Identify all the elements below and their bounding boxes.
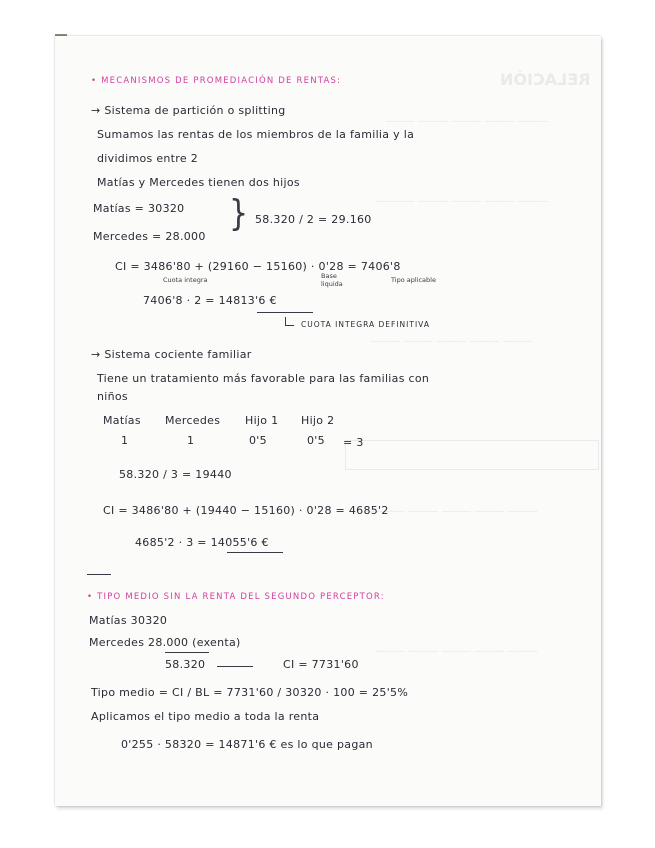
split-calculation: 58.320 / 2 = 29.160 [255, 213, 372, 226]
text-line: dividimos entre 2 [97, 152, 199, 165]
section-heading: • TIPO MEDIO SIN LA RENTA DEL SEGUNDO PERCEPTOR: [87, 592, 385, 602]
result-times-three: 4685'2 · 3 = 14055'6 € [135, 536, 269, 549]
income-mercedes: Mercedes = 28.000 [93, 230, 206, 243]
weights-sum: = 3 [343, 436, 364, 449]
text-line: Aplicamos el tipo medio a toda la renta [91, 710, 320, 723]
subheading: → Sistema cociente familiar [91, 348, 252, 361]
text-line: Tiene un tratamiento más favorable para las familias con [97, 372, 430, 385]
income-matias: Matías = 30320 [93, 202, 185, 215]
show-through-text: ——— ——— ——— ——— ———— [365, 506, 538, 517]
tipo-medio-formula: Tipo medio = CI / BL = 7731'60 / 30320 · 100 = 25'5% [91, 686, 409, 699]
member-name: Mercedes [165, 414, 221, 427]
ci-value: CI = 7731'60 [283, 658, 359, 671]
member-weight: 0'5 [307, 434, 325, 447]
result-underline [257, 312, 313, 313]
curly-brace: } [229, 192, 249, 235]
member-name: Hijo 1 [245, 414, 279, 427]
cuota-definitiva-label: CUOTA INTEGRA DEFINITIVA [301, 320, 430, 329]
arrow-hook [285, 317, 294, 326]
division-calculation: 58.320 / 3 = 19440 [119, 468, 232, 481]
final-result: 0'255 · 58320 = 14871'6 € es lo que pagan [121, 738, 373, 751]
member-name: Matías [103, 414, 141, 427]
show-through-text: ——— ——— ——— ——— ———— [375, 196, 548, 207]
show-through-text: ——— ——— ——— ——— ——— [385, 116, 548, 127]
text-line: Sumamos las rentas de los miembros de la familia y la [97, 128, 415, 141]
divider [87, 574, 111, 575]
ci-formula: CI = 3486'80 + (29160 − 15160) · 0'28 = 7406'8 [115, 260, 401, 273]
result-underline [227, 552, 283, 553]
section-heading: • MECANISMOS DE PROMEDIACIÓN DE RENTAS: [91, 76, 342, 86]
member-weight: 0'5 [249, 434, 267, 447]
subheading: → Sistema de partición o splitting [91, 104, 286, 117]
show-through-box [345, 440, 599, 470]
arrow-line [217, 666, 253, 667]
text-line: Matías y Mercedes tienen dos hijos [97, 176, 300, 189]
notebook-page [55, 36, 601, 806]
label-cuota-integra: Cuota integra [163, 276, 208, 284]
member-weight: 1 [121, 434, 129, 447]
ci-formula: CI = 3486'80 + (19440 − 15160) · 0'28 = 4685'2 [103, 504, 389, 517]
income-mercedes: Mercedes 28.000 (exenta) [89, 636, 241, 649]
member-name: Hijo 2 [301, 414, 335, 427]
label-tipo-aplicable: Tipo aplicable [391, 276, 436, 284]
text-line: niños [97, 390, 128, 403]
member-weight: 1 [187, 434, 195, 447]
income-matias: Matías 30320 [89, 614, 168, 627]
show-through-title: RELACIÓN [500, 70, 591, 89]
result-times-two: 7406'8 · 2 = 14813'6 € [143, 294, 277, 307]
label-base-liquida: Base liquida [321, 272, 343, 288]
income-total: 58.320 [165, 658, 206, 671]
show-through-text: ——— ——— ——— ——— ——— [370, 336, 533, 347]
show-through-text: ——— ——— ——— ——— ——— [375, 646, 538, 657]
sum-underline [165, 652, 209, 653]
